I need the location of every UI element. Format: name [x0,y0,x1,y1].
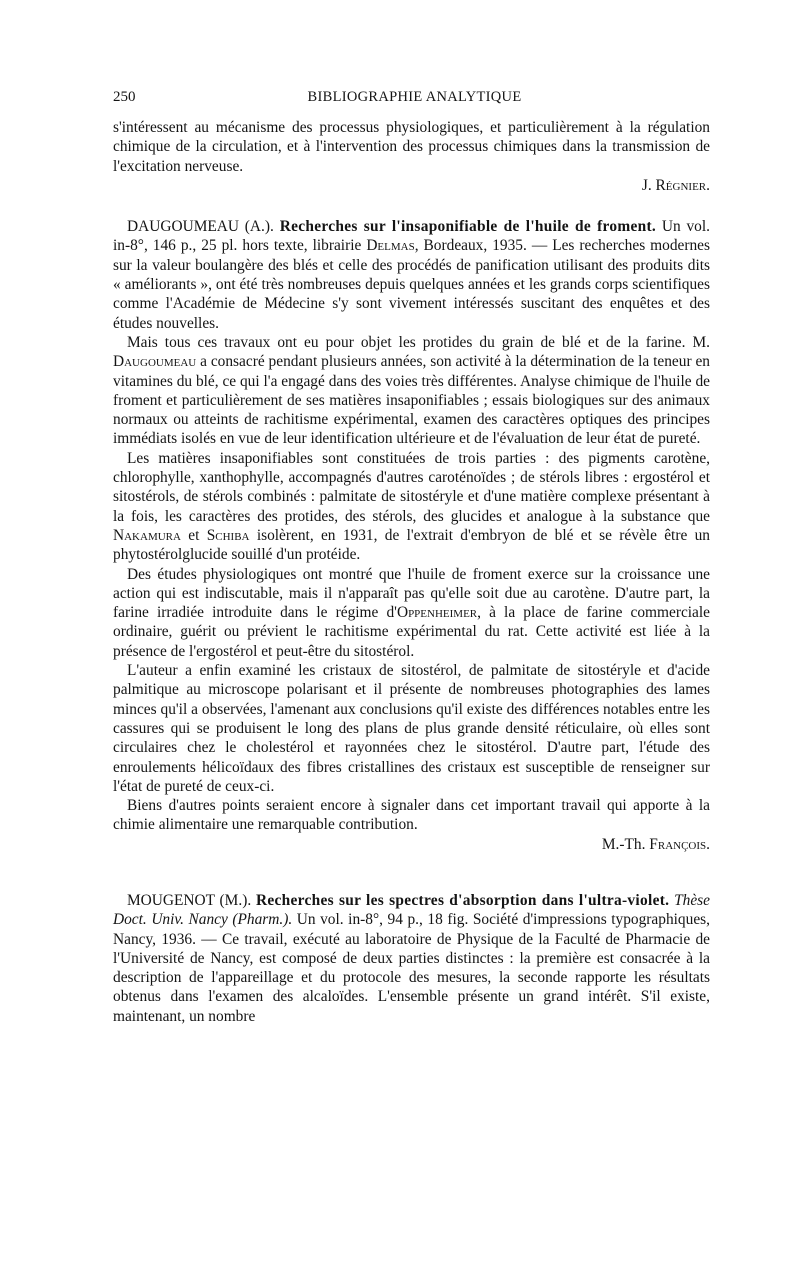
review-paragraph: Des études physiologiques ont montré que l'huile de froment exerce sur la croissance une action qui est indiscutable, mais il n'apparaît pas qu'elle soit due au carotène. D'autre part, la farine irradiée introduite dans le régime d'Oppenheimer, à la place de farine commerciale ordinaire, guérit ou prévient le rachitisme expérimental du rat. Cette activité est liée à la présence de l'ergostérol et peut-être du sitostérol. [113,565,710,660]
running-header [113,88,710,110]
review-paragraph: Les matières insaponifiables sont constituées de trois parties : des pigments carotène, chlorophylle, xanthophylle, accompagnés d'autres caroténoïdes ; de stérols libres : ergostérol et sitostérols, de stérols combinés : palmitate de sitostéryle et d'une matière complexe présentant à la fois, les caractères des protides, des stérols, des glucides et analogue à la substance que Nakamura et Schiba isolèrent, en 1931, de l'extrait d'embryon de blé et se révèle être un phytostérolglucide souillé d'un protéide. [113,449,710,564]
review-paragraph: L'auteur a enfin examiné les cristaux de sitostérol, de palmitate de sitostéryle et d'acide palmitique au microscope polarisant et il présente de nombreuses photographies des lames minces qu'il a observées, l'amenant aux conclusions qu'il existe des différences notables entre les cassures qui se produisent le long des plans de plus grande densité réticulaire, où elles sont circulaires chez le cholestérol et rayonnées chez le sitostérol. D'autre part, l'étude des enroulements hélicoïdaux des fibres cristallines des cristaux est susceptible de renseigner sur l'état de pureté de ceux-ci. [113,662,710,795]
previous-review-text: s'intéressent au mécanisme des processus physiologiques, et particulièrement à la régulation chimique de la circulation, et à l'intervention des processus chimiques dans la transmission de l'excitation nerveuse. [113,119,710,175]
running-title: BIBLIOGRAPHIE ANALYTIQUE [307,89,522,105]
entry-author: DAUGOUMEAU (A.). [127,218,274,236]
entry-title: Recherches sur l'insaponifiable de l'huile de froment. [279,218,657,236]
entry-author: MOUGENOT (M.). [127,891,252,909]
thesis-reference: Thèse Doct. Univ. Nancy (Pharm.). [113,891,710,929]
entry-title: Recherches sur les spectres d'absorption dans l'ultra-violet. [255,891,670,909]
review-paragraph: Mais tous ces travaux ont eu pour objet les protides du grain de blé et de la farine. M. Daugoumeau a consacré pendant plusieurs années, son activité à la détermination de la teneur en vitamines du blé, ce qui l'a engagé dans des voies très différentes. Analyse chimique de l'huile de froment et particulièrement de ses matières insaponifiables ; essais biologiques sur des animaux normaux ou atteints de rachitisme expérimental, examen des caractères optiques des principes immédiats isolés en vue de leur identification ultérieure et de l'évaluation de leur état de pureté. [113,333,710,448]
review-entry-mougenot: MOUGENOT (M.). Recherches sur les spectres d'absorption dans l'ultra-violet. Thèse Doct. Univ. Nancy (Pharm.). Un vol. in-8°, 94 p., 18 fig. Société d'impressions typographiques, Nancy, 1936. — Ce travail, exécuté au laboratoire de Physique de la Faculté de Pharmacie de l'Université de Nancy, est composé de deux parties distinctes : la première est consacrée à la description de l'appareillage et du protocole des mesures, la seconde rapporte les résultats obtenus dans l'examen des alcaloïdes. L'ensemble présente un grand intérêt. S'il existe, maintenant, un nombre [113,891,710,1025]
review-entry-daugoumeau: DAUGOUMEAU (A.). Recherches sur l'insaponifiable de l'huile de froment. Un vol. in-8°, 146 p., 25 pl. hors texte, librairie Delmas, Bordeaux, 1935. — Les recherches modernes sur la valeur boulangère des blés et celle des procédés de panification utilisant des produits dits « améliorants », ont été très nombreuses depuis quelques années et les grands corps scientifiques comme l'Académie de Médecine s'y sont vivement intéressés suscitant des enquêtes et des études nouvelles. [113,218,710,332]
reviewer-signature: M.-Th. François. [601,835,710,853]
reviewer-signature: J. Régnier. [641,176,710,194]
publisher-name: Delmas [366,237,415,255]
page-number: 250 [113,89,136,105]
document-page [113,88,710,1026]
review-paragraph: Biens d'autres points seraient encore à signaler dans cet important travail qui apporte à la chimie alimentaire une remarquable contribution. [113,797,710,834]
